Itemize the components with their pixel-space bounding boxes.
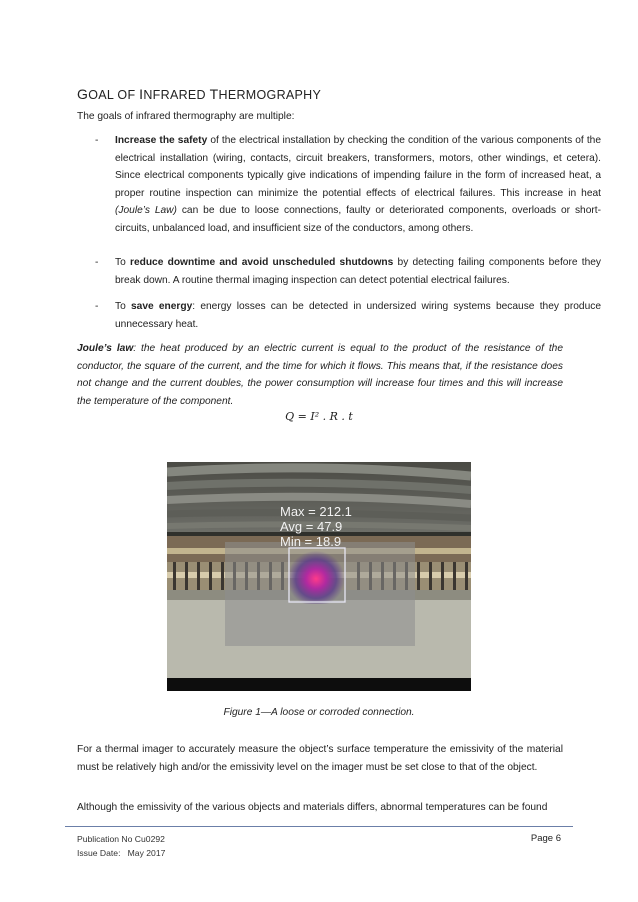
thermal-min-readout: Min = 18.9 [280,534,342,549]
bullet-body: can be due to loose connections, faulty or deteriorated components, overloads or short-circuits, unbalanced load, and insufficient size of the conductors, among others. [115,205,601,234]
page-number: Page 6 [530,833,561,844]
bullet-pre: To [115,301,131,312]
footer-issue-date [77,848,165,858]
issue-date-label: Issue Date: [77,848,121,858]
bullet-text [115,298,601,333]
figure-caption: Figure 1—A loose or corroded connection. [223,707,415,718]
thermal-photo-illustration [167,462,471,691]
joules-law-text: : the heat produced by an electric current is equal to the product of the resistance of the conductor, the square of the current, and the time for which it flows. This means that, if the resistance does not change and the current doubles, the power consumption will increase four times and this will increase the temperature of the component. [77,343,563,407]
heading-part: G [77,86,89,102]
bullet-bold: Increase the safety [115,135,208,146]
thermal-image [167,462,471,691]
bullet-bold: reduce downtime and avoid unscheduled shutdowns [129,257,394,268]
thermal-max-readout: Max = 212.1 [280,504,352,519]
bullet-body: of the electrical installation by checking the condition of the various components of the electrical installation (wiring, contacts, circuit breakers, transformers, motors, other windings, et cetera). Since electrical components typically give indications of impending failure in the form of increased heat, a proper routine inspection can minimize the potential effects of electrical failures. This increase in heat [115,135,601,199]
bullet-dash: - [95,301,99,312]
footer-publication: Publication No Cu0292 [77,834,165,844]
heading-part: T [209,86,219,102]
issue-date-value: May 2017 [127,848,166,858]
thermal-avg-readout: Avg = 47.9 [280,519,343,534]
footer-divider [65,826,573,827]
bullet-dash: - [95,135,99,146]
intro-text: The goals of infrared thermography are multiple: [77,111,295,122]
bullet-dash: - [95,257,99,268]
heading-part: HERMOGRAPHY [218,88,322,102]
heading-part: OAL OF [88,88,140,102]
body-paragraph: Although the emissivity of the various objects and materials differs, abnormal temperatures can be found [77,802,548,813]
section-heading [77,86,321,102]
joules-law-definition [77,340,563,410]
formula: Q = I² . R . t [285,410,353,423]
bullet-body: by detecting failing components before they break down. A routine thermal imaging inspection can detect potential electrical failures. [115,257,601,286]
bullet-text [115,254,601,289]
heading-part: I [139,86,144,102]
joules-law-term: Joule’s law [77,343,134,354]
bullet-bold: save energy [130,301,193,312]
bullet-pre: To [115,257,130,268]
heading-part: NFRARED [143,88,210,102]
body-paragraph: For a thermal imager to accurately measure the object’s surface temperature the emissivity of the material must be relatively high and/or the emissivity level on the imager must be set close to that of the object. [77,744,563,773]
bullet-body: : energy losses can be detected in undersized wiring systems because they produce unnecessary heat. [115,301,601,330]
bullet-text [115,132,601,238]
bullet-italic: (Joule’s Law) [115,205,177,217]
